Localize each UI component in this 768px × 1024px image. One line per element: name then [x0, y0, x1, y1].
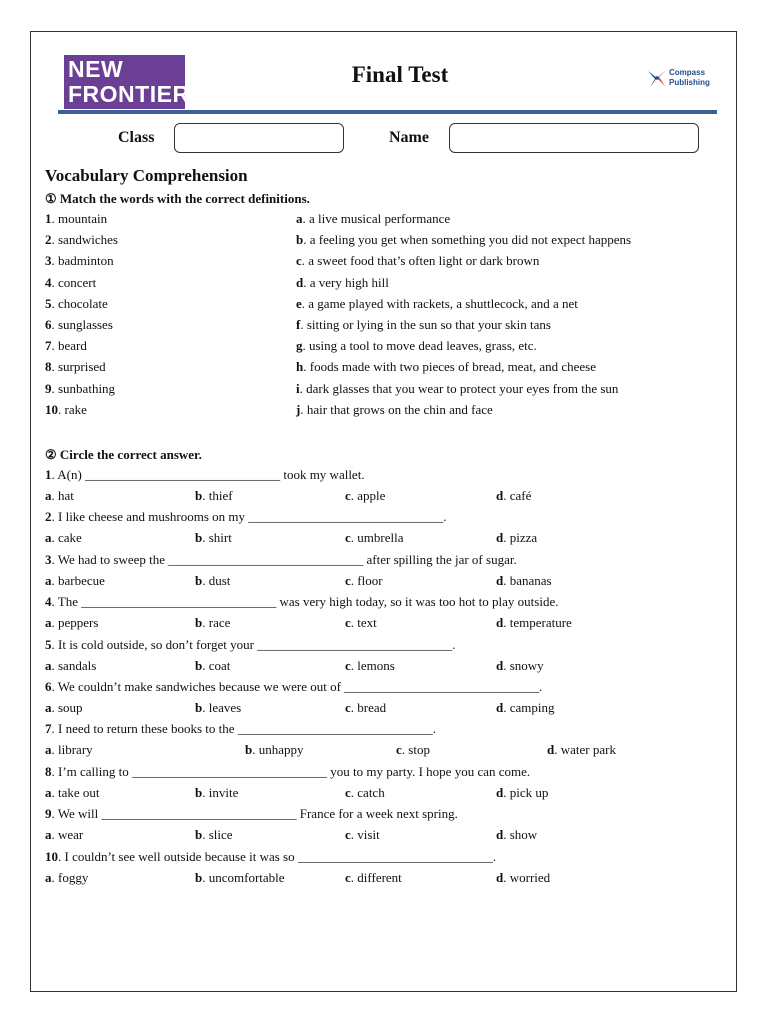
option-letter: d — [496, 488, 504, 503]
publisher-line-2: Publishing — [669, 78, 710, 87]
logo-line-2: FRONTIERS — [68, 81, 206, 107]
option-letter: c — [345, 700, 351, 715]
answer-option[interactable] — [496, 785, 548, 801]
answer-option[interactable] — [195, 827, 233, 843]
word-text: . concert — [51, 275, 97, 290]
question-number: 6 — [45, 679, 52, 694]
option-letter: a — [45, 573, 52, 588]
option-text: . foggy — [51, 870, 89, 885]
word-item — [45, 275, 96, 291]
option-letter: a — [45, 827, 52, 842]
word-number: 8 — [45, 359, 52, 374]
definition-letter: b — [296, 232, 304, 247]
part1-instruction: ① Match the words with the correct definitions. — [45, 191, 310, 206]
question-text: . I couldn’t see well outside because it was so ______________________________. — [58, 849, 497, 864]
option-text: . floor — [350, 573, 383, 588]
option-text: . invite — [202, 785, 239, 800]
question-item — [45, 594, 558, 610]
header-rule — [58, 110, 717, 114]
word-number: 7 — [45, 338, 52, 353]
option-text: . café — [503, 488, 532, 503]
definition-letter: c — [296, 253, 302, 268]
answer-option[interactable] — [345, 785, 385, 801]
option-text: . worried — [503, 870, 551, 885]
option-letter: a — [45, 615, 52, 630]
question-text: . It is cold outside, so don’t forget your ______________________________. — [51, 637, 456, 652]
answer-option[interactable] — [45, 742, 93, 758]
answer-option[interactable] — [345, 615, 377, 631]
definition-item — [296, 296, 578, 312]
option-letter: c — [345, 658, 351, 673]
question-number: 9 — [45, 806, 52, 821]
definition-item — [296, 359, 596, 375]
option-letter: d — [547, 742, 555, 757]
word-number: 1 — [45, 211, 52, 226]
word-number: 9 — [45, 381, 52, 396]
option-letter: a — [45, 530, 52, 545]
definition-text: . a live musical performance — [302, 211, 451, 226]
option-letter: b — [195, 530, 203, 545]
option-letter: a — [45, 658, 52, 673]
answer-option[interactable] — [195, 658, 230, 674]
question-number: 8 — [45, 764, 52, 779]
word-text: . badminton — [51, 253, 114, 268]
answer-option[interactable] — [195, 700, 241, 716]
option-letter: b — [195, 827, 203, 842]
word-item — [45, 211, 107, 227]
option-text: . shirt — [202, 530, 232, 545]
question-item — [45, 721, 436, 737]
option-text: . water park — [554, 742, 616, 757]
answer-option[interactable] — [45, 615, 98, 631]
option-letter: c — [345, 615, 351, 630]
answer-option[interactable] — [345, 870, 402, 886]
word-text: . chocolate — [51, 296, 108, 311]
word-item — [45, 296, 108, 312]
answer-option[interactable] — [345, 658, 395, 674]
question-text: . I need to return these books to the ______________________________. — [51, 721, 437, 736]
answer-option[interactable] — [245, 742, 304, 758]
option-letter: b — [195, 870, 203, 885]
answer-option[interactable] — [345, 530, 404, 546]
option-text: . slice — [202, 827, 233, 842]
option-text: . peppers — [51, 615, 99, 630]
word-text: . mountain — [51, 211, 108, 226]
option-text: . temperature — [503, 615, 572, 630]
word-item — [45, 402, 87, 418]
option-text: . leaves — [202, 700, 242, 715]
option-letter: a — [45, 488, 52, 503]
answer-option[interactable] — [496, 700, 555, 716]
word-item — [45, 338, 87, 354]
answer-option[interactable] — [345, 827, 380, 843]
option-letter: d — [496, 785, 504, 800]
option-letter: c — [345, 785, 351, 800]
logo-line-1: NEW — [68, 56, 124, 82]
question-number: 3 — [45, 552, 52, 567]
option-text: . barbecue — [51, 573, 105, 588]
option-letter: b — [195, 615, 203, 630]
word-number: 5 — [45, 296, 52, 311]
name-field[interactable] — [449, 123, 699, 153]
answer-option[interactable] — [396, 742, 430, 758]
answer-option[interactable] — [195, 615, 230, 631]
option-letter: c — [345, 488, 351, 503]
option-text: . umbrella — [350, 530, 404, 545]
option-letter: a — [45, 870, 52, 885]
option-letter: d — [496, 827, 504, 842]
option-letter: d — [496, 573, 504, 588]
option-text: . cake — [51, 530, 82, 545]
word-text: . sunbathing — [51, 381, 116, 396]
answer-option[interactable] — [195, 573, 230, 589]
question-number: 1 — [45, 467, 52, 482]
question-text: . The ______________________________ was very high today, so it was too hot to play outside. — [51, 594, 559, 609]
page-title: Final Test — [351, 62, 449, 87]
option-letter: a — [45, 785, 52, 800]
class-field[interactable] — [174, 123, 344, 153]
answer-option[interactable] — [496, 615, 572, 631]
option-letter: c — [396, 742, 402, 757]
option-text: . hat — [51, 488, 74, 503]
word-text: . sandwiches — [51, 232, 118, 247]
definition-item — [296, 232, 631, 248]
answer-option[interactable] — [496, 827, 537, 843]
answer-option[interactable] — [45, 573, 105, 589]
question-number: 2 — [45, 509, 52, 524]
word-item — [45, 253, 114, 269]
answer-option[interactable] — [45, 870, 88, 886]
word-number: 6 — [45, 317, 52, 332]
compass-publishing-logo — [646, 67, 716, 89]
option-text: . stop — [401, 742, 430, 757]
definition-item — [296, 317, 551, 333]
definition-text: . a sweet food that’s often light or dark brown — [301, 253, 540, 268]
question-text: . We will ______________________________ France for a week next spring. — [51, 806, 458, 821]
option-letter: c — [345, 530, 351, 545]
option-text: . text — [350, 615, 377, 630]
definition-item — [296, 381, 618, 397]
answer-option[interactable] — [45, 700, 83, 716]
definition-item — [296, 275, 389, 291]
option-letter: a — [45, 742, 52, 757]
option-letter: b — [195, 488, 203, 503]
word-text: . surprised — [51, 359, 106, 374]
publisher-line-1: Compass — [669, 68, 706, 77]
option-letter: d — [496, 658, 504, 673]
question-item — [45, 552, 517, 568]
word-text: . beard — [51, 338, 87, 353]
answer-option[interactable] — [195, 785, 238, 801]
answer-option[interactable] — [345, 700, 386, 716]
option-letter: b — [195, 658, 203, 673]
question-item — [45, 679, 542, 695]
word-item — [45, 317, 113, 333]
definition-letter: e — [296, 296, 302, 311]
option-text: . show — [503, 827, 538, 842]
definition-letter: g — [296, 338, 303, 353]
definition-letter: f — [296, 317, 301, 332]
answer-option[interactable] — [45, 658, 96, 674]
option-letter: c — [345, 870, 351, 885]
question-number: 4 — [45, 594, 52, 609]
option-text: . uncomfortable — [202, 870, 285, 885]
option-text: . take out — [51, 785, 100, 800]
option-letter: c — [345, 573, 351, 588]
definition-item — [296, 338, 537, 354]
option-text: . unhappy — [252, 742, 304, 757]
answer-option[interactable] — [195, 530, 232, 546]
answer-option[interactable] — [496, 658, 544, 674]
definition-letter: i — [296, 381, 300, 396]
definition-text: . a feeling you get when something you did not expect happens — [303, 232, 632, 247]
answer-option[interactable] — [45, 827, 83, 843]
question-item — [45, 637, 455, 653]
option-text: . dust — [202, 573, 231, 588]
option-text: . library — [51, 742, 93, 757]
class-label: Class — [118, 129, 155, 146]
answer-option[interactable] — [195, 870, 285, 886]
question-item — [45, 849, 496, 865]
option-letter: d — [496, 870, 504, 885]
option-letter: a — [45, 700, 52, 715]
option-text: . snowy — [503, 658, 544, 673]
question-text: . We had to sweep the ______________________________ after spilling the jar of sugar. — [51, 552, 517, 567]
definition-text: . using a tool to move dead leaves, grass, etc. — [302, 338, 537, 353]
option-text: . bananas — [503, 573, 552, 588]
definition-letter: a — [296, 211, 303, 226]
option-text: . pick up — [503, 785, 549, 800]
question-item — [45, 806, 458, 822]
option-letter: b — [245, 742, 253, 757]
option-text: . soup — [51, 700, 83, 715]
definition-item — [296, 253, 539, 269]
option-letter: c — [345, 827, 351, 842]
question-text: . We couldn’t make sandwiches because we were out of ______________________________. — [51, 679, 543, 694]
answer-option[interactable] — [45, 785, 100, 801]
section-title: Vocabulary Comprehension — [45, 166, 248, 185]
question-number: 5 — [45, 637, 52, 652]
definition-letter: h — [296, 359, 304, 374]
option-text: . camping — [503, 700, 555, 715]
word-number: 2 — [45, 232, 52, 247]
option-letter: b — [195, 573, 203, 588]
option-text: . thief — [202, 488, 233, 503]
definition-text: . hair that grows on the chin and face — [300, 402, 493, 417]
option-letter: d — [496, 700, 504, 715]
word-item — [45, 232, 118, 248]
answer-option[interactable] — [496, 488, 531, 504]
option-letter: d — [496, 530, 504, 545]
definition-letter: d — [296, 275, 304, 290]
question-item — [45, 467, 365, 483]
option-text: . lemons — [350, 658, 395, 673]
option-text: . bread — [350, 700, 387, 715]
option-text: . sandals — [51, 658, 97, 673]
question-number: 7 — [45, 721, 52, 736]
question-item — [45, 764, 530, 780]
question-text: . I like cheese and mushrooms on my ______________________________. — [51, 509, 447, 524]
definition-text: . a game played with rackets, a shuttlecock, and a net — [301, 296, 578, 311]
option-text: . race — [202, 615, 231, 630]
option-text: . different — [350, 870, 402, 885]
answer-option[interactable] — [45, 530, 82, 546]
answer-option[interactable] — [496, 530, 537, 546]
part2-instruction: ② Circle the correct answer. — [45, 447, 202, 462]
word-item — [45, 381, 115, 397]
compass-star-icon — [646, 67, 668, 89]
answer-option[interactable] — [547, 742, 616, 758]
name-label: Name — [389, 129, 429, 146]
answer-option[interactable] — [45, 488, 74, 504]
word-number: 4 — [45, 275, 52, 290]
definition-text: . sitting or lying in the sun so that your skin tans — [300, 317, 551, 332]
answer-option[interactable] — [345, 573, 383, 589]
definition-letter: j — [296, 402, 301, 417]
definition-item — [296, 211, 450, 227]
definition-item — [296, 402, 493, 418]
option-letter: b — [195, 700, 203, 715]
definition-text: . foods made with two pieces of bread, meat, and cheese — [303, 359, 596, 374]
option-text: . pizza — [503, 530, 538, 545]
word-number: 3 — [45, 253, 52, 268]
definition-text: . dark glasses that you wear to protect your eyes from the sun — [299, 381, 619, 396]
option-letter: d — [496, 615, 504, 630]
word-item — [45, 359, 106, 375]
answer-option[interactable] — [496, 870, 550, 886]
question-text: . I’m calling to ______________________________ you to my party. I hope you can come. — [51, 764, 531, 779]
question-number: 10 — [45, 849, 58, 864]
new-frontiers-logo — [64, 55, 206, 109]
answer-option[interactable] — [195, 488, 233, 504]
word-number: 10 — [45, 402, 58, 417]
question-text: . A(n) ______________________________ took my wallet. — [51, 467, 365, 482]
option-text: . visit — [350, 827, 380, 842]
answer-option[interactable] — [496, 573, 552, 589]
word-text: . sunglasses — [51, 317, 113, 332]
question-item — [45, 509, 447, 525]
answer-option[interactable] — [345, 488, 385, 504]
option-text: . apple — [350, 488, 386, 503]
word-text: . rake — [58, 402, 87, 417]
option-letter: b — [195, 785, 203, 800]
option-text: . catch — [350, 785, 385, 800]
option-text: . wear — [51, 827, 84, 842]
option-text: . coat — [202, 658, 231, 673]
definition-text: . a very high hill — [303, 275, 389, 290]
